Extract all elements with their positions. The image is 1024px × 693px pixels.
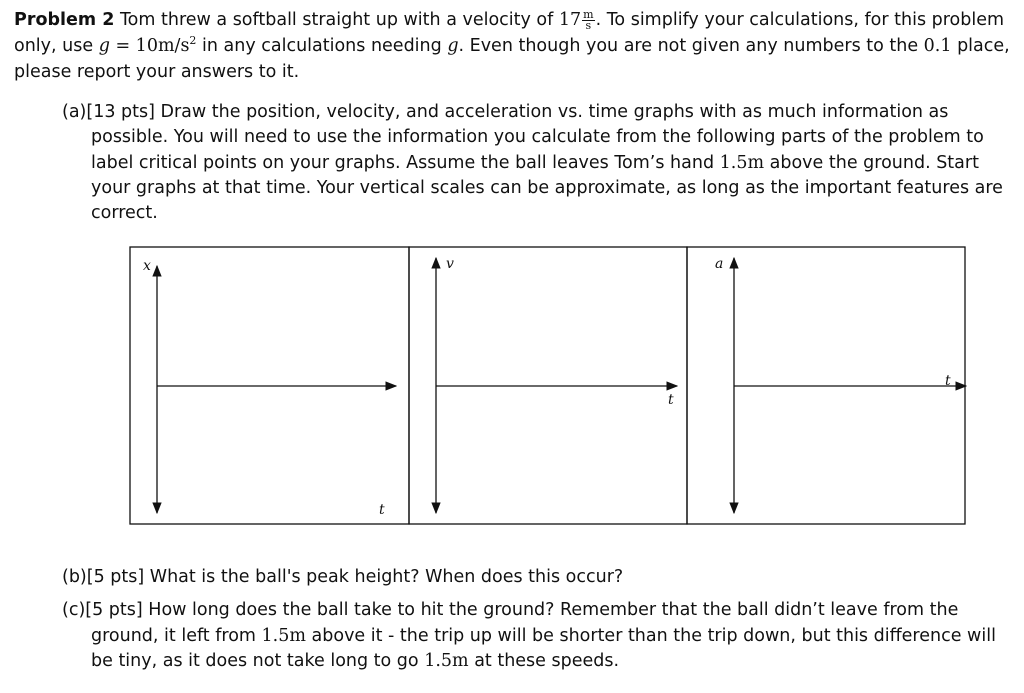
part-b-label: (b)[5 pts]: [62, 567, 145, 587]
part-b-line: (b)[5 pts] What is the ball's peak height? When does this occur?: [62, 567, 624, 587]
position-time-label: t: [379, 502, 385, 518]
part-a-line-1: (a)[13 pts] Draw the position, velocity, and acceleration vs. time graphs with as much information as: [62, 102, 949, 122]
part-c-line-2: ground, it left from 1.5m above it - the trip up will be shorter than the trip down, but this difference will: [91, 626, 996, 646]
unit-fraction: $\frac{m}{s}$: [583, 7, 594, 32]
part-c-label: (c)[5 pts]: [62, 600, 143, 620]
acceleration-axis-label: a: [715, 256, 724, 272]
part-a-label: (a)[13 pts]: [62, 102, 155, 122]
part-a-line-2: possible. You will need to use the information you calculate from the following parts of the problem to: [91, 127, 984, 147]
problem-line-2: only, use $g = 10m/s^2$ in any calculations needing g. Even though you are not given any numbers to the 0.1 place,: [14, 34, 1010, 56]
velocity-axis-label: v: [446, 256, 454, 272]
part-c-line-1: (c)[5 pts] How long does the ball take to hit the ground? Remember that the ball didn’t leave from the: [62, 600, 959, 620]
acceleration-time-label: t: [945, 373, 951, 389]
problem-line-1: Problem 2 Tom threw a softball straight up with a velocity of 17 $\frac{m}{s}$ . To simplify your calculations, for this problem: [14, 7, 1005, 32]
part-a-line-3: label critical points on your graphs. Assume the ball leaves Tom’s hand 1.5m above the ground. Start: [91, 153, 979, 173]
problem-heading: Problem 2: [14, 10, 115, 30]
part-a-line-5: correct.: [91, 203, 158, 223]
velocity-time-label: t: [668, 392, 674, 408]
part-a-line-4: your graphs at that time. Your vertical scales can be approximate, as long as the important features are: [91, 178, 1003, 198]
part-c-line-3: be tiny, as it does not take long to go 1.5m at these speeds.: [91, 651, 620, 671]
problem-line-3: please report your answers to it.: [14, 62, 300, 82]
position-axis-label: x: [143, 258, 151, 274]
